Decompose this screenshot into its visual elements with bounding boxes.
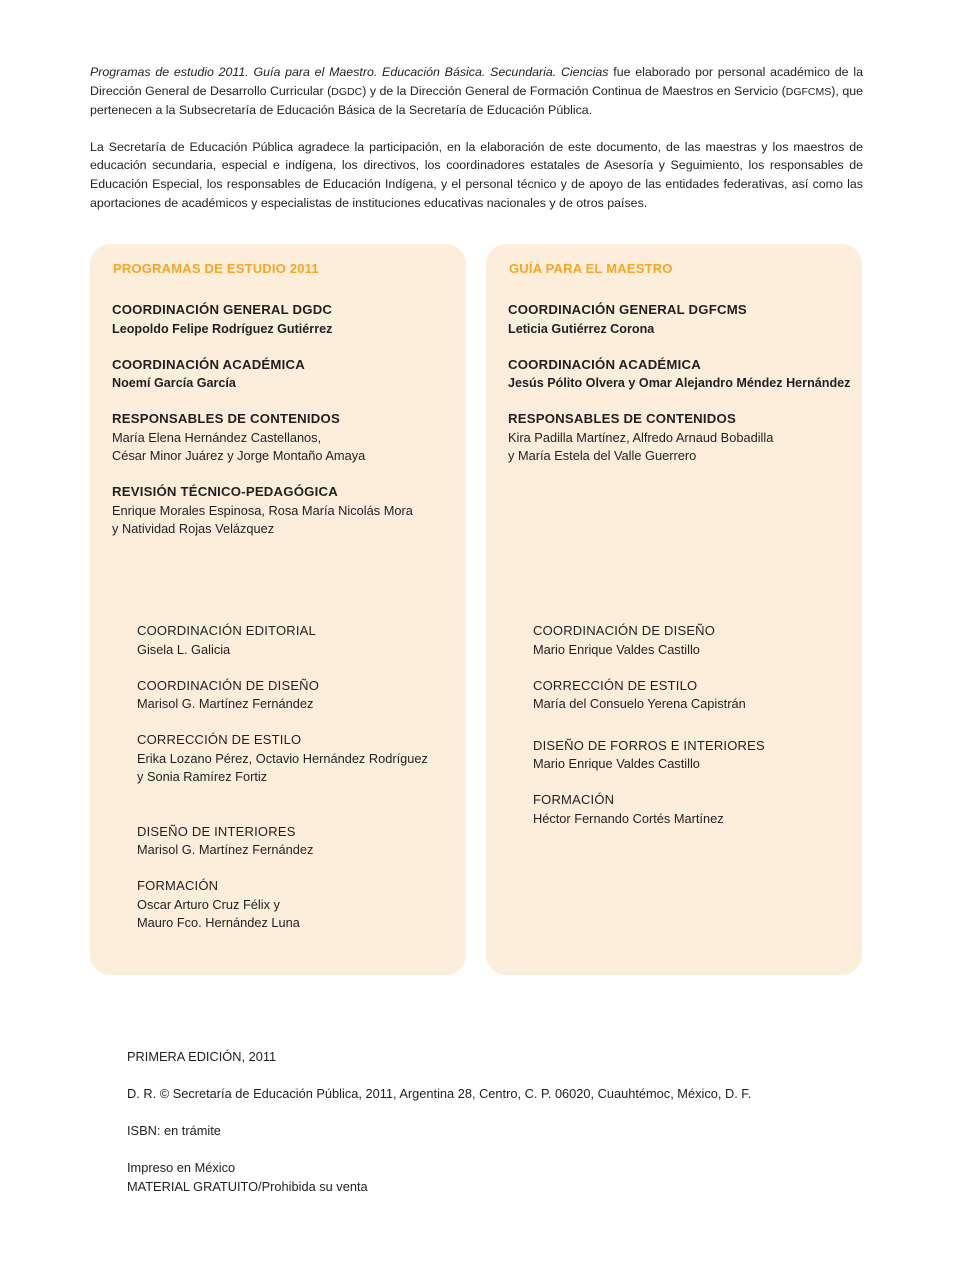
credit-name: y María Estela del Valle Guerrero — [508, 448, 697, 463]
credit-block — [112, 301, 458, 338]
credit-block — [533, 622, 854, 659]
credit-name: Enrique Morales Espinosa, Rosa María Nicolás Mora — [112, 502, 413, 518]
credit-heading: REVISIÓN TÉCNICO-PEDAGÓGICA — [112, 484, 338, 499]
credit-block — [508, 356, 854, 393]
credit-name: Mario Enrique Valdes Castillo — [533, 641, 700, 657]
credit-name: María Elena Hernández Castellanos, — [112, 429, 322, 445]
intro-text-c: ), que pertenecen a la Subsecretaría de Educación Básica de la Secretaría de Educación Pública. — [90, 83, 863, 118]
credit-name: Jesús Pólito Olvera y Omar Alejandro Méndez Hernández — [508, 376, 851, 390]
credit-name: Erika Lozano Pérez, Octavio Hernández Rodríguez — [137, 750, 428, 766]
intro-paragraph-2: La Secretaría de Educación Pública agradece la participación, en la elaboración de este documento, de las maestras y los maestros de educación secundaria, especial e indígena, los directivos, los coordinadores estatales de Asesoría y Seguimiento, los responsables de Educación Especial, los responsables de Educación Indígena, y el personal técnico y de apoyo de las entidades federativas, así como las aportaciones de académicos y especialistas de instituciones educativas nacionales y de otros países. — [90, 139, 863, 210]
credit-block — [137, 677, 458, 714]
credit-heading: COORDINACIÓN ACADÉMICA — [112, 356, 305, 372]
credit-block — [533, 791, 854, 828]
credit-block — [137, 731, 458, 787]
credit-name: Mario Enrique Valdes Castillo — [533, 756, 700, 771]
isbn-line: ISBN: en trámite — [127, 1123, 221, 1138]
credits-upper — [112, 301, 458, 556]
credit-name: María del Consuelo Yerena Capistrán — [533, 696, 746, 711]
credit-heading: CORRECCIÓN DE ESTILO — [533, 677, 698, 693]
credit-heading: COORDINACIÓN DE DISEÑO — [137, 677, 320, 693]
credit-block — [533, 737, 854, 774]
credit-block — [508, 301, 854, 338]
credit-name: y Natividad Rojas Velázquez — [112, 521, 275, 536]
credit-block — [137, 877, 458, 933]
credit-name: Marisol G. Martínez Fernández — [137, 842, 314, 857]
credit-block — [533, 677, 854, 714]
credit-name: Leopoldo Felipe Rodríguez Gutiérrez — [112, 321, 333, 336]
credit-name: Oscar Arturo Cruz Félix y — [137, 896, 280, 912]
credit-name: y Sonia Ramírez Fortiz — [137, 769, 268, 784]
credits-upper — [508, 301, 854, 483]
credit-block — [508, 410, 854, 466]
panel-title: GUÍA PARA EL MAESTRO — [509, 261, 673, 276]
credit-name: Gisela L. Galicia — [137, 641, 231, 657]
intro-paragraph-1 — [90, 63, 863, 120]
credit-heading: DISEÑO DE INTERIORES — [137, 823, 296, 839]
credit-heading: FORMACIÓN — [533, 792, 615, 807]
credit-name: Noemí García García — [112, 376, 236, 390]
credit-block — [112, 356, 458, 393]
credit-block — [137, 622, 458, 659]
credit-name: Leticia Gutiérrez Corona — [508, 321, 655, 336]
credit-name: Kira Padilla Martínez, Alfredo Arnaud Bobadilla — [508, 429, 774, 445]
publication-title: Programas de estudio 2011. Guía para el Maestro. Educación Básica. Secundaria. Ciencias — [90, 65, 609, 79]
credit-heading: COORDINACIÓN DE DISEÑO — [533, 623, 716, 638]
credit-name: Héctor Fernando Cortés Martínez — [533, 810, 724, 826]
free-material-line: MATERIAL GRATUITO/Prohibida su venta — [127, 1178, 368, 1194]
intro-text — [90, 63, 863, 230]
credit-heading: DISEÑO DE FORROS E INTERIORES — [533, 737, 765, 753]
credit-heading: RESPONSABLES DE CONTENIDOS — [112, 411, 340, 426]
credit-heading: COORDINACIÓN GENERAL DGDC — [112, 302, 333, 317]
panel-title: PROGRAMAS DE ESTUDIO 2011 — [113, 261, 319, 276]
credit-heading: CORRECCIÓN DE ESTILO — [137, 732, 302, 747]
credit-name: César Minor Juárez y Jorge Montaño Amaya — [112, 448, 366, 463]
copyright-line: D. R. © Secretaría de Educación Pública, 2011, Argentina 28, Centro, C. P. 06020, Cuauhtémoc, México, D. F. — [127, 1086, 752, 1101]
credit-heading: COORDINACIÓN ACADÉMICA — [508, 356, 701, 372]
credit-block — [112, 410, 458, 466]
credits-lower — [137, 622, 458, 950]
acronym-dgdc: DGDC — [331, 85, 363, 98]
printed-line: Impreso en México — [127, 1160, 236, 1175]
intro-text-a: fue elaborado por personal académico de la Dirección General de Desarrollo Curricular ( — [90, 65, 863, 98]
credit-heading: COORDINACIÓN EDITORIAL — [137, 623, 316, 638]
credits-panel-programas — [90, 244, 466, 975]
credit-heading: COORDINACIÓN GENERAL DGFCMS — [508, 302, 747, 317]
acronym-dgfcms: DGFCMS — [785, 85, 832, 98]
credit-block — [137, 823, 458, 860]
credit-heading: FORMACIÓN — [137, 878, 219, 893]
credit-heading: RESPONSABLES DE CONTENIDOS — [508, 411, 736, 426]
credit-name: Mauro Fco. Hernández Luna — [137, 915, 300, 930]
credits-lower — [533, 622, 854, 846]
credit-block — [112, 483, 458, 539]
intro-text-b: ) y de la Dirección General de Formación Continua de Maestros en Servicio ( — [362, 83, 786, 98]
credits-panel-guia — [486, 244, 862, 975]
edition-line: PRIMERA EDICIÓN, 2011 — [127, 1049, 277, 1064]
imprint-footer — [127, 1048, 847, 1196]
credit-name: Marisol G. Martínez Fernández — [137, 696, 314, 711]
